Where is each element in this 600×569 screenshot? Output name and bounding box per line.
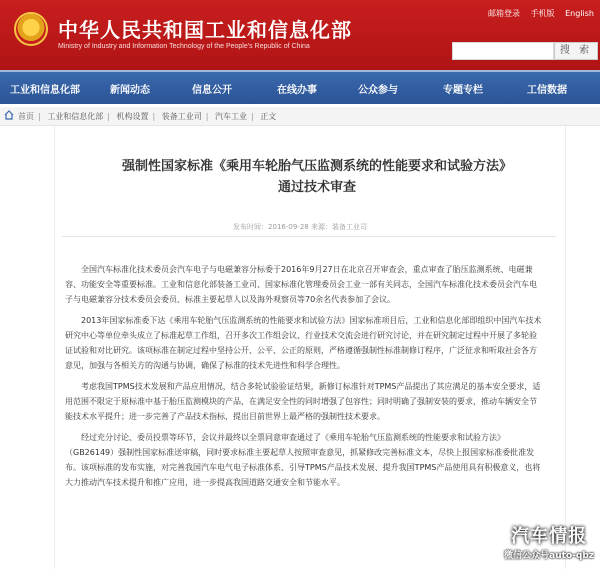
article-meta: 发布时间：2016-09-28 来源：装备工业司: [233, 223, 367, 231]
mobile-link[interactable]: 手机版: [530, 9, 555, 18]
nav-item-online[interactable]: 在线办事: [277, 85, 317, 96]
top-links: [480, 8, 594, 19]
article-title: [82, 156, 552, 198]
breadcrumb-auto[interactable]: 汽车工业: [215, 112, 247, 121]
article-paragraph: 全国汽车标准化技术委员会汽车电子与电磁兼容分标委于2016年9月27日在北京召开审查会，重点审查了胎压监测系统、电磁兼容、功能安全等重要标准。工业和信息化部装备工业司、国家标准化管理委员会工业一部有关同志，全国汽车标准化技术委员会汽车电子与电磁兼容分技术委员会委员、标准主要起草人以及海外观察员等70余名代表参加了会议。: [65, 265, 537, 304]
breadcrumb-ministry[interactable]: 工业和信息化部: [47, 112, 104, 121]
article-body: [65, 262, 543, 496]
nav-item-public[interactable]: 公众参与: [358, 85, 398, 96]
home-icon: [4, 110, 14, 120]
watermark: [504, 522, 594, 561]
site-title[interactable]: 中华人民共和国工业和信息化部: [58, 18, 352, 42]
english-link[interactable]: English: [565, 9, 594, 18]
nav-item-topics[interactable]: 专题专栏: [443, 85, 483, 96]
search-input[interactable]: [452, 42, 554, 60]
breadcrumb: 首页 | 工业和信息化部 | 机构设置 | 装备工业司 | 汽车工业 | 正文: [0, 107, 600, 126]
breadcrumb-equipment[interactable]: 装备工业司: [161, 112, 202, 121]
mail-login-link[interactable]: 邮箱登录: [488, 9, 521, 18]
article-title-line1: 强制性国家标准《乘用车轮胎气压监测系统的性能要求和试验方法》: [121, 159, 512, 174]
watermark-title: 汽车情报: [511, 526, 588, 547]
article-paragraph: 经过充分讨论、委员投票等环节，会议并最终以全票同意审查通过了《乘用车轮胎气压监测系统的性能要求和试验方法》（GB26149）强制性国家标准送审稿，同时要求标准主要起草人按照审查意见，抓紧修改完善标准文本，尽快上报国家标准委批准发布。该项标准的发布实施，对完善我国汽车电气电子标准体系、引导TPMS产品技术发展、提升我国TPMS产品使用具有积极意义，也将大力推动汽车技术提升和推广应用，进一步提高我国道路交通安全和节能水平。: [65, 433, 541, 487]
nav-item-news[interactable]: 新闻动态: [110, 85, 150, 96]
site-header: [0, 0, 600, 70]
nav-item-info[interactable]: 信息公开: [192, 85, 232, 96]
article-paragraph: 2013年国家标准委下达《乘用车轮胎气压监测系统的性能要求和试验方法》国家标准项目后，工业和信息化部即组织中国汽车技术研究中心等单位牵头成立了标准起草工作组，召开多次工作组会议、行业技术交流会进行研究讨论，并在研究制定过程中开展了多轮验证试验和对比研究。该项标准在制定过程中坚持公开、公平、公正的原则，严格遵循强制性标准制修订程序，广泛征求和听取社会各方意见，加强与各相关方的沟通与协调，确保了标准的技术先进性和科学合理性。: [65, 316, 542, 370]
national-emblem-icon: [14, 12, 48, 46]
divider: [62, 236, 556, 237]
search-button[interactable]: 搜 索: [554, 42, 598, 60]
site-subtitle: Ministry of Industry and Information Technology of the People's Republic of China: [58, 43, 310, 50]
article-paragraph: 考虑我国TPMS技术发展和产品应用情况，结合多轮试验验证结果，新修订标准针对TPMS产品提出了其应满足的基本安全要求，适用范围不限定于原标准中基于胎压监测模块的产品，在满足安全性的同时增强了包容性；同时明确了强制安装的要求，推动车辆安全节能技术水平提升；进一步完善了产品技术指标，提出目前世界上最严格的强制性技术要求。: [65, 382, 541, 421]
breadcrumb-org[interactable]: 机构设置: [116, 112, 149, 121]
breadcrumb-current: 正文: [260, 112, 277, 121]
breadcrumb-home[interactable]: 首页: [18, 112, 34, 121]
main-nav: [0, 70, 600, 104]
nav-item-data[interactable]: 工信数据: [527, 85, 567, 96]
nav-item-ministry[interactable]: 工业和信息化部: [10, 85, 80, 96]
watermark-account: 微信公众号auto-qbz: [504, 551, 594, 561]
article-title-line2: 通过技术审查: [277, 180, 356, 195]
